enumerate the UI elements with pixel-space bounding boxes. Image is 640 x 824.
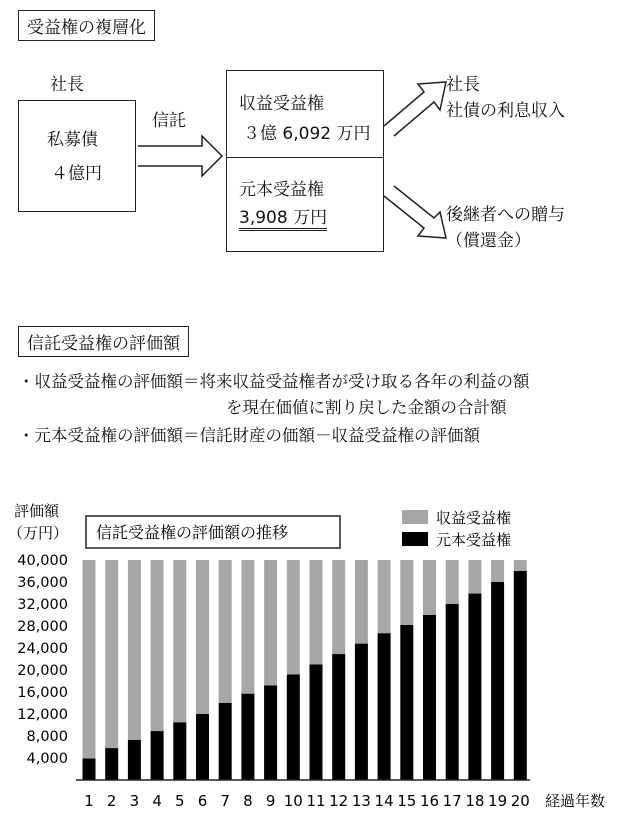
x-tick-label: 16 bbox=[419, 792, 440, 810]
valuation-bullet2: ・元本受益権の評価額＝信託財産の価額－収益受益権の評価額 bbox=[18, 426, 480, 445]
outcome2-line2: （償還金） bbox=[446, 231, 531, 251]
bar-segment bbox=[105, 748, 118, 780]
outcome1-line1: 社長 bbox=[446, 75, 480, 95]
outcome2-line1: 後継者への贈与 bbox=[446, 205, 565, 225]
bar-segment bbox=[287, 674, 300, 780]
valuation-title: 信託受益権の評価額 bbox=[18, 326, 189, 357]
legend-swatch bbox=[402, 510, 428, 524]
president-label: 社長 bbox=[50, 75, 84, 95]
x-tick-label: 14 bbox=[374, 792, 394, 810]
bar-segment bbox=[514, 571, 527, 780]
x-axis-label: 経過年数 bbox=[545, 792, 606, 810]
bar-segment bbox=[241, 694, 254, 780]
bar-segment bbox=[173, 722, 186, 780]
bar-segment bbox=[378, 560, 391, 633]
trust-arrow-icon bbox=[136, 128, 226, 184]
x-tick-label: 4 bbox=[152, 792, 162, 810]
x-tick-label: 3 bbox=[129, 792, 140, 810]
y-axis-label-line2: （万円） bbox=[8, 524, 69, 542]
bar-segment bbox=[219, 703, 232, 780]
legend-label: 収益受益権 bbox=[436, 509, 512, 527]
bar-segment bbox=[310, 560, 323, 665]
valuation-chart bbox=[0, 480, 640, 824]
bar-segment bbox=[400, 560, 413, 625]
x-tick-label: 12 bbox=[329, 792, 349, 810]
bar-segment bbox=[468, 560, 481, 594]
bar-segment bbox=[400, 625, 413, 780]
bar-segment bbox=[128, 560, 141, 740]
x-tick-label: 5 bbox=[175, 792, 185, 810]
legend-label: 元本受益権 bbox=[436, 531, 512, 549]
y-axis-ticks bbox=[17, 553, 68, 767]
bar-segment bbox=[219, 560, 232, 703]
x-tick-label: 10 bbox=[283, 792, 303, 810]
bar-segment bbox=[83, 560, 96, 759]
chart-bars bbox=[83, 560, 527, 780]
valuation-bullet1-line1: ・収益受益権の評価額＝将来収益受益権者が受け取る各年の利益の額 bbox=[18, 372, 530, 391]
y-tick-label: 40,000 bbox=[17, 553, 68, 569]
income-right-label: 収益受益権 bbox=[239, 94, 324, 114]
bar-segment bbox=[514, 560, 527, 571]
beneficial-rights-box bbox=[226, 70, 384, 252]
x-tick-label: 19 bbox=[488, 792, 508, 810]
x-tick-label: 18 bbox=[465, 792, 485, 810]
principal-right-value: 3,908 万円 bbox=[239, 203, 327, 231]
bar-segment bbox=[355, 560, 368, 644]
x-tick-label: 6 bbox=[197, 792, 208, 810]
legend-swatch bbox=[402, 532, 428, 546]
y-tick-label: 28,000 bbox=[17, 619, 68, 635]
bar-segment bbox=[468, 594, 481, 780]
valuation-bullet1-line2: を現在価値に割り戻した金額の合計額 bbox=[226, 398, 507, 417]
x-axis-ticks bbox=[84, 792, 530, 810]
x-tick-label: 2 bbox=[106, 792, 117, 810]
x-tick-label: 13 bbox=[351, 792, 371, 810]
chart-legend bbox=[402, 509, 511, 549]
outcome1-line2: 社債の利息収入 bbox=[446, 101, 565, 121]
x-tick-label: 7 bbox=[220, 792, 230, 810]
bar-segment bbox=[83, 759, 96, 780]
bar-segment bbox=[151, 731, 164, 780]
bar-segment bbox=[151, 560, 164, 731]
diagram-title: 受益権の複層化 bbox=[18, 10, 155, 41]
y-tick-label: 12,000 bbox=[17, 707, 68, 723]
branch-arrows-icon bbox=[382, 70, 452, 250]
y-tick-label: 32,000 bbox=[17, 597, 68, 613]
chart-title: 信託受益権の評価額の推移 bbox=[96, 523, 289, 542]
bar-segment bbox=[423, 615, 436, 780]
x-tick-label: 8 bbox=[243, 792, 253, 810]
bar-segment bbox=[332, 560, 345, 654]
bar-segment bbox=[287, 560, 300, 674]
x-tick-label: 1 bbox=[84, 792, 94, 810]
bar-segment bbox=[264, 560, 277, 685]
trust-label: 信託 bbox=[152, 111, 186, 131]
bar-segment bbox=[332, 654, 345, 780]
x-tick-label: 11 bbox=[306, 792, 326, 810]
x-tick-label: 17 bbox=[442, 792, 462, 810]
bar-segment bbox=[128, 740, 141, 780]
bar-segment bbox=[264, 685, 277, 780]
bar-segment bbox=[491, 582, 504, 780]
bar-segment bbox=[446, 604, 459, 780]
bond-amount: ４億円 bbox=[51, 164, 102, 184]
y-tick-label: 16,000 bbox=[17, 685, 68, 701]
y-tick-label: 36,000 bbox=[17, 575, 68, 591]
rights-divider bbox=[227, 157, 383, 158]
bar-segment bbox=[423, 560, 436, 615]
bar-segment bbox=[196, 714, 209, 780]
y-tick-label: 4,000 bbox=[26, 751, 68, 767]
bar-segment bbox=[241, 560, 254, 694]
income-right-value: ３億 6,092 万円 bbox=[243, 124, 371, 144]
bond-label: 私募債 bbox=[47, 130, 98, 150]
x-tick-label: 15 bbox=[397, 792, 417, 810]
bar-segment bbox=[491, 560, 504, 582]
bar-segment bbox=[105, 560, 118, 748]
y-tick-label: 20,000 bbox=[17, 663, 68, 679]
x-tick-label: 20 bbox=[510, 792, 530, 810]
bar-segment bbox=[310, 665, 323, 781]
y-tick-label: 8,000 bbox=[26, 729, 68, 745]
bar-segment bbox=[173, 560, 186, 722]
bar-segment bbox=[196, 560, 209, 714]
principal-right-label: 元本受益権 bbox=[239, 180, 324, 200]
y-tick-label: 24,000 bbox=[17, 641, 68, 657]
bar-segment bbox=[446, 560, 459, 604]
private-bond-box bbox=[18, 100, 136, 212]
x-tick-label: 9 bbox=[265, 792, 276, 810]
y-axis-label-line1: 評価額 bbox=[14, 502, 60, 520]
bar-segment bbox=[355, 644, 368, 780]
bar-segment bbox=[378, 633, 391, 780]
